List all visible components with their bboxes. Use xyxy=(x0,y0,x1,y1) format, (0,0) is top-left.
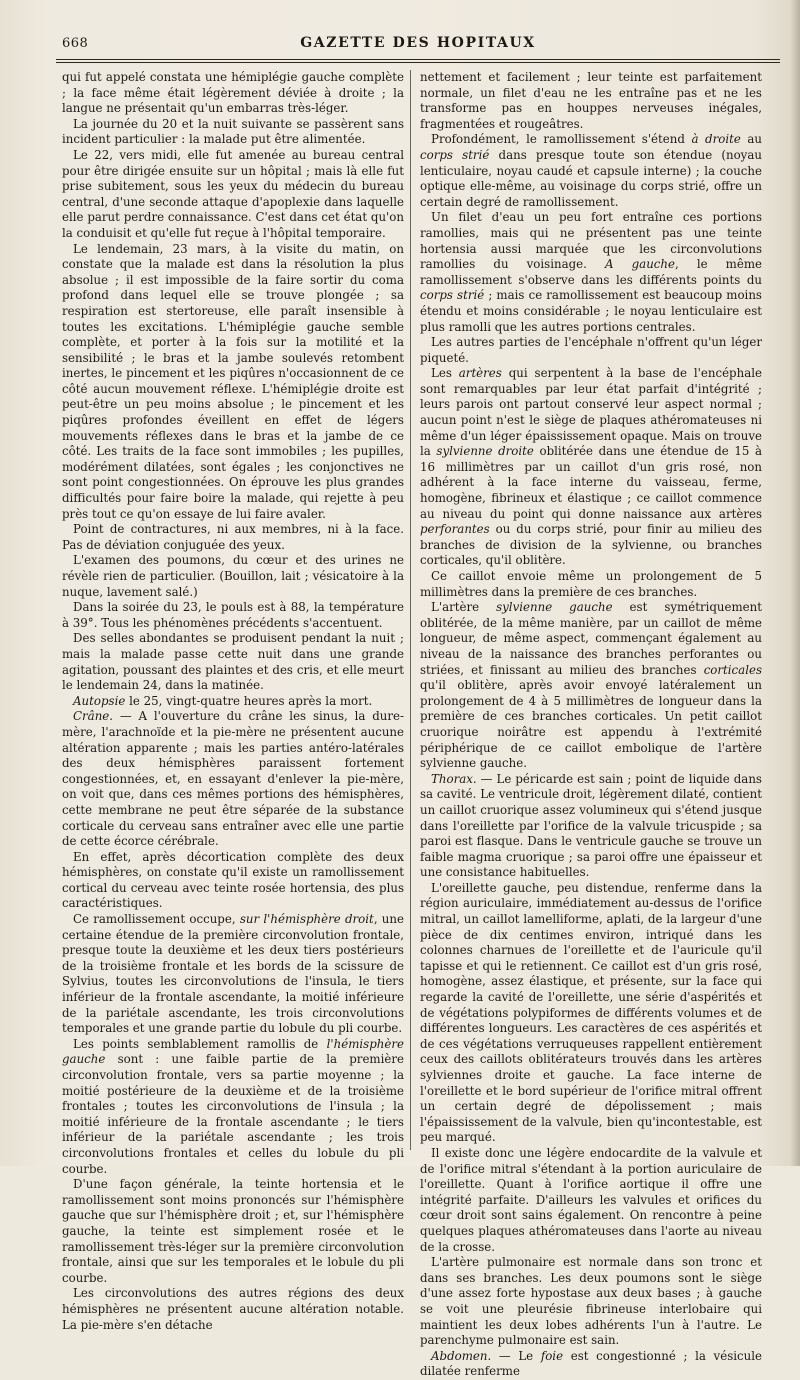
paragraph: D'une façon générale, la teinte hortensia et le ramollissement sont moins prononcés sur l'hémisphère gauche que sur l'hémisphère droit ; et, sur l'hémisphère gauche, la teinte est simplement rosée et le ramollissement très-léger sur la première circonvolution frontale, ainsi que sur les temporales et le lobule du pli courbe. xyxy=(62,1177,404,1285)
paragraph: Ce caillot envoie même un prolongement de 5 millimètres dans la première de ces branches. xyxy=(420,569,762,599)
paragraph: Ce ramollissement occupe, sur l'hémisphère droit, une certaine étendue de la première circonvolution frontale, presque toute la deuxième et les deux tiers postérieurs de la troisième frontale et les bords de la scissure de Sylvius, toutes les circonvolutions de l'insula, le tiers inférieur de la frontale ascendante, la moitié inférieure de la pariétale ascendante, les trois circonvolutions temporales et une grande partie du lobule du pli courbe. xyxy=(62,912,404,1036)
paragraph: Le lendemain, 23 mars, à la visite du matin, on constate que la malade est dans la résolution la plus absolue ; il est impossible de la faire sortir du coma profond dans lequel elle se trouve plongée ; sa respiration est stertoreuse, elle paraît insensible à toutes les excitations. L'hémiplégie gauche semble complète, et porter à la fois sur la motilité et la sensibilité ; le bras et la jambe soulevés retombent inertes, le pincement et les piqûres n'occasionnent de ce côté aucun mouvement réflexe. L'hémiplégie droite est peut-être un peu moins absolue ; le pincement et les piqûres profondes éveillent en effet de légers mouvements réflexes dans le bras et la jambe de ce côté. Les traits de la face sont immobiles ; les pupilles, modérément dilatées, sont égales ; les conjonctives ne sont point congestionnées. On éprouve les plus grandes difficultés pour faire boire la malade, qui rejette à peu près tout ce qu'on essaye de lui faire avaler. xyxy=(62,241,404,521)
paragraph: qui fut appelé constata une hémiplégie gauche complète ; la face même était légèrement déviée à droite ; la langue ne présentait qu'un embarras très-léger. xyxy=(62,70,404,116)
paragraph: Il existe donc une légère endocardite de la valvule et de l'orifice mitral s'étendant à la portion auriculaire de l'oreillette. Quant à l'orifice aortique il offre une intégrité parfaite. D'ailleurs les valvules et orifices du cœur droit sont sains également. On rencontre à peine quelques plaques athéromateuses dans l'aorte au niveau de la crosse. xyxy=(420,1145,762,1254)
page-number: 668 xyxy=(62,36,89,51)
running-title: GAZETTE DES HOPITAUX xyxy=(300,35,536,51)
paragraph: Point de contractures, ni aux membres, ni à la face. Pas de déviation conjuguée des yeux. xyxy=(62,522,404,552)
paragraph: Un filet d'eau un peu fort entraîne ces portions ramollies, mais qui ne présentent pas une teinte hortensia aussi marquée que les circonvolutions ramollies du voisinage. A gauche, le même ramollissement s'observe dans les différents points du corps strié ; mais ce ramollissement est beaucoup moins étendu et moins considérable ; le noyau lenticulaire est plus ramolli que les autres portions centrales. xyxy=(420,210,763,334)
left-column xyxy=(62,70,404,1332)
paragraph: Les points semblablement ramollis de l'hémisphère gauche sont : une faible partie de la première circonvolution frontale, vers sa partie moyenne ; la moitié postérieure de la deuxième et de la troisième frontales ; toutes les circonvolutions de l'insula ; la moitié inférieure de la frontale ascendante ; le tiers inférieur de la pariétale ascendante ; les trois circonvolutions frontales et celles du lobule du pli courbe. xyxy=(62,1036,404,1176)
header-rule-secondary xyxy=(56,62,780,63)
page-edge xyxy=(790,0,800,1166)
paragraph: nettement et facilement ; leur teinte est parfaitement normale, un filet d'eau ne les entraîne pas et ne les transforme pas en houppes nerveuses inégales, fragmentées et rougeâtres. xyxy=(420,70,762,131)
column-divider xyxy=(410,70,411,1150)
paragraph: Les artères qui serpentent à la base de l'encéphale sont remarquables par leur état parfait d'intégrité ; leurs parois ont partout conservé leur aspect normal ; aucun point n'est le siège de plaques athéromateuses ni même d'un léger épaississement opaque. Mais on trouve la sylvienne droite oblitérée dans une étendue de 15 à 16 millimètres par un caillot d'un gris rosé, non adhérent à la face interne du vaisseau, ferme, homogène, fibrineux et élastique ; ce caillot commence au niveau du point qui donne naissance aux artères perforantes ou du corps strié, pour finir au milieu des branches de division de la sylvienne, ou branches corticales, qu'il oblitère. xyxy=(420,366,762,568)
paragraph: L'artère pulmonaire est normale dans son tronc et dans ses branches. Les deux poumons sont le siège d'une assez forte hypostase aux deux bases ; à gauche se voit une pleurésie fibrineuse interlobaire qui maintient les deux lobes adhérents l'un à l'autre. Le parenchyme pulmonaire est sain. xyxy=(420,1255,762,1348)
paragraph: Des selles abondantes se produisent pendant la nuit ; mais la malade passe cette nuit dans une grande agitation, poussant des plaintes et des cris, et elle meurt le lendemain 24, dans la matinée. xyxy=(62,631,404,693)
paragraph: L'examen des poumons, du cœur et des urines ne révèle rien de particulier. (Bouillon, lait ; vésicatoire à la nuque, lavement salé.) xyxy=(62,553,404,599)
page-header xyxy=(56,32,780,56)
paragraph: L'oreillette gauche, peu distendue, renferme dans la région auriculaire, immédiatement au-dessus de l'orifice mitral, un caillot lamelliforme, aplati, de la largeur d'une pièce de dix centimes environ, intriqué dans les colonnes charnues de l'oreillette et de l'auricule qu'il tapisse et qui le retiennent. Ce caillot est d'un gris rosé, homogène, assez élastique, et présente, sur la face qui regarde la cavité de l'oreillette, une série d'aspérités et de végétations polypiformes de différents volumes et de différentes longueurs. Les caractères de ces aspérités et de ces végétations verruqueuses rappellent entièrement ceux des caillots oblitérateurs trouvés dans les artères sylviennes droite et gauche. La face interne de l'oreillette et le bord supérieur de l'orifice mitral offrent un certain degré de dépolissement ; mais l'épaississement de la valvule, bien qu'incontestable, est peu marqué. xyxy=(420,880,762,1145)
paragraph: Profondément, le ramollissement s'étend à droite au corps strié dans presque toute son étendue (noyau lenticulaire, noyau caudé et capsule interne) ; la couche optique elle-même, au voisinage du corps strié, offre un certain degré de ramollissement. xyxy=(420,132,762,209)
paragraph: Autopsie le 25, vingt-quatre heures après la mort. xyxy=(73,693,373,708)
paragraph: En effet, après décortication complète des deux hémisphères, on constate qu'il existe un ramollissement cortical du cerveau avec teinte rosée hortensia, des plus caractéristiques. xyxy=(62,849,404,911)
paragraph: Dans la soirée du 23, le pouls est à 88, la température à 39°. Tous les phénomènes précédents s'accentuent. xyxy=(62,600,404,630)
paragraph: La journée du 20 et la nuit suivante se passèrent sans incident particulier : la malade put être alimentée. xyxy=(62,116,404,147)
header-rule xyxy=(56,59,780,60)
paragraph: Les autres parties de l'encéphale n'offrent qu'un léger piqueté. xyxy=(420,335,762,365)
paragraph: Crâne. — A l'ouverture du crâne les sinus, la dure-mère, l'arachnoïde et la pie-mère ne présentent aucune altération apparente ; mais les parties antéro-latérales des deux hémisphères paraissent fortement congestionnées, et, en essayant d'enlever la pie-mère, on voit que, dans ces mêmes portions des hémisphères, cette membrane ne peut être séparée de la substance corticale du cerveau sans entraîner avec elle une partie de cette écorce cérébrale. xyxy=(62,709,404,849)
paragraph: Abdomen. — Le foie est congestionné ; la vésicule dilatée renferme xyxy=(420,1348,762,1379)
paragraph: L'artère sylvienne gauche est symétriquement oblitérée, de la même manière, par un caillot de même longueur, de même aspect, commençant également au niveau de la naissance des branches perforantes ou striées, et finissant au milieu des branches corticales qu'il oblitère, après avoir envoyé latéralement un prolongement de 4 à 5 millimètres de longueur dans la première de ces branches corticales. Un petit caillot cruorique noirâtre est appendu à l'extrémité périphérique de ce caillot embolique de l'artère sylvienne gauche. xyxy=(420,600,762,771)
paragraph: Thorax. — Le péricarde est sain ; point de liquide dans sa cavité. Le ventricule droit, légèrement dilaté, contient un caillot cruorique assez volumineux qui s'étend jusque dans l'oreillette par l'orifice de la valvule tricuspide ; sa paroi est flasque. Dans le ventricule gauche se trouve un faible magma cruorique ; sa paroi offre une épaisseur et une consistance habituelles. xyxy=(420,771,762,880)
paragraph: Le 22, vers midi, elle fut amenée au bureau central pour être dirigée ensuite sur un hôpital ; mais là elle fut prise subitement, sous les yeux du médecin du bureau central, d'une seconde attaque d'apoplexie dans laquelle elle parut perdre connaissance. C'est dans cet état qu'on la conduisit et qu'elle fut reçue à l'hôpital temporaire. xyxy=(62,147,404,240)
right-column xyxy=(420,70,763,1379)
paragraph: Les circonvolutions des autres régions des deux hémisphères ne présentent aucune altération notable. La pie-mère s'en détache xyxy=(62,1286,404,1332)
